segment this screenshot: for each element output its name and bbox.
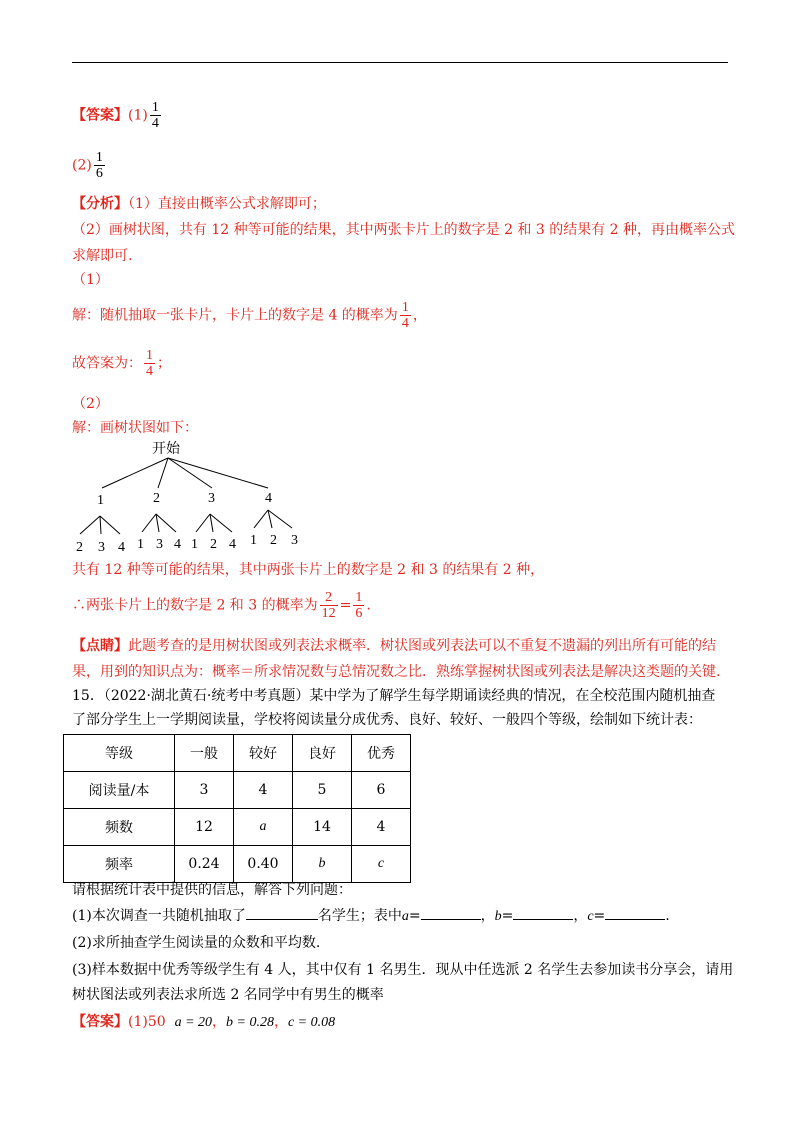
answer-15-c: c = 0.08 [287, 1015, 336, 1030]
question-3-line-1: (3)样本数据中优秀等级学生有 4 人，其中仅有 1 名男生．现从中任选派 2 名学生去参加读书分享会，请用 [72, 962, 734, 978]
tree-level1-branches [102, 458, 268, 488]
answer-line-2 [72, 150, 107, 181]
var-a: a [401, 909, 409, 924]
tree-leaf: 3 [98, 540, 105, 555]
table-cell: 6 [352, 772, 411, 809]
tree-root-label: 开始 [152, 441, 180, 457]
tree-leaf: 1 [250, 533, 257, 548]
table-cell: 良好 [293, 735, 352, 772]
tree-leaf: 3 [156, 537, 163, 552]
answer-15-a: a = 20 [174, 1015, 213, 1030]
analysis-tag: 【分析】 [72, 196, 128, 212]
answer-15-value-1: (1)50 [128, 1014, 166, 1030]
solution-1-label: （1） [72, 272, 109, 288]
conclusion-fraction-2 [353, 590, 364, 621]
solution-2-label: （2） [72, 396, 109, 412]
equals-sign: = [408, 908, 421, 924]
analysis-line-2: （2）画树状图，共有 12 种等可能的结果，其中两张卡片上的数字是 2 和 3 的结果有 2 种，再由概率公式 [72, 222, 736, 238]
table-cell: 频数 [64, 809, 175, 846]
tree-leaf: 1 [137, 537, 144, 552]
comment-tag: 【点睛】 [72, 638, 128, 654]
fraction-numerator: 1 [401, 300, 409, 315]
table-row [64, 735, 411, 772]
tree-node-1: 1 [97, 493, 104, 508]
solution-1-answer-tail: ； [157, 355, 171, 372]
answer-2-prefix: (2) [72, 157, 92, 174]
equals-sign: = [501, 908, 514, 924]
header-rule [72, 62, 728, 63]
solution-2-intro: 解：画树状图如下： [72, 420, 198, 436]
table-cell: 12 [175, 809, 234, 846]
question-2: (2)求所抽查学生阅读量的众数和平均数. [72, 935, 321, 951]
var-b: b [494, 909, 502, 924]
table-cell: 优秀 [352, 735, 411, 772]
table-cell: 较好 [234, 735, 293, 772]
conclusion-equals: = [339, 597, 352, 614]
answer-tag: 【答案】 [72, 107, 128, 124]
table-cell: c [352, 846, 411, 883]
table-cell: 5 [293, 772, 352, 809]
comment-line-1 [72, 636, 716, 656]
answer-line-1 [72, 100, 163, 131]
conclusion-text: ∴两张卡片上的数字是 2 和 3 的概率为 [72, 597, 318, 614]
solution-1-fraction [400, 300, 411, 331]
comment-line-2: 果，用到的知识点为：概率＝所求情况数与总情况数之比．熟练掌握树状图或列表法是解决这类题的关键. [72, 664, 721, 680]
question-1 [72, 905, 670, 927]
question-3-line-2: 树状图法或列表法求所选 2 名同学中有男生的概率 [72, 987, 384, 1003]
blank-total [246, 905, 318, 920]
tree-leaf: 2 [270, 533, 277, 548]
table-cell: 4 [352, 809, 411, 846]
fraction-denominator: 6 [95, 166, 103, 181]
fraction-denominator: 6 [355, 606, 363, 621]
fraction-numerator: 1 [146, 348, 153, 363]
fraction-numerator: 1 [151, 100, 159, 115]
solution-1-text: 解：随机抽取一张卡片，卡片上的数字是 4 的概率为 [72, 307, 398, 324]
table-cell: 0.40 [234, 846, 293, 883]
separator: ， [212, 1014, 227, 1030]
question-1-mid: 名学生；表中 [317, 908, 402, 924]
table-row [64, 846, 411, 883]
tree-leaf: 4 [174, 537, 181, 552]
fraction-denominator: 4 [146, 364, 153, 379]
solution-1-answer-fraction [144, 348, 155, 379]
table-cell: 一般 [175, 735, 234, 772]
tree-level2-branches [80, 510, 292, 534]
fraction-numerator: 1 [95, 150, 103, 165]
separator: ， [573, 908, 588, 924]
answer-15-b: b = 0.28 [226, 1015, 274, 1030]
var-c: c [587, 909, 594, 924]
solution-1-tail: ， [412, 307, 427, 324]
answer-tag: 【答案】 [72, 1014, 128, 1030]
solution-1-line [72, 300, 427, 331]
table-row [64, 809, 411, 846]
conclusion-fraction-1 [320, 590, 338, 621]
table-cell: a [234, 809, 293, 846]
fraction-denominator: 4 [151, 116, 159, 131]
solution-2-conclusion [72, 590, 371, 621]
conclusion-tail: . [366, 597, 371, 614]
table-cell: 14 [293, 809, 352, 846]
question-15-line-1: 15．（2022·湖北黄石·统考中考真题）某中学为了解学生每学期诵读经典的情况，在全校范围内随机抽查 [72, 688, 716, 704]
table-cell: 等级 [64, 735, 175, 772]
tree-leaf: 4 [229, 537, 236, 552]
fraction-denominator: 12 [321, 606, 336, 621]
tree-node-4: 4 [265, 491, 272, 506]
answer-1-prefix: (1) [128, 107, 148, 124]
fraction-numerator: 2 [325, 590, 333, 605]
tree-diagram [60, 438, 320, 558]
question-1-pre: (1)本次调查一共随机抽取了 [72, 908, 246, 924]
tree-leaf: 4 [118, 540, 125, 555]
comment-text-1: 此题考查的是用树状图或列表法求概率．树状图或列表法可以不重复不遗漏的列出所有可能的结 [128, 638, 716, 654]
blank-c [605, 905, 665, 920]
answer-15-line [72, 1012, 335, 1033]
separator: ， [480, 908, 495, 924]
tree-node-2: 2 [153, 491, 160, 506]
statistics-table [63, 734, 411, 883]
solution-1-answer-text: 故答案为： [72, 355, 142, 372]
separator: ， [273, 1014, 288, 1030]
answer-1-fraction [150, 100, 161, 131]
table-followup: 请根据统计表中提供的信息，解答下列问题： [72, 882, 352, 898]
solution-1-answer-line [72, 348, 171, 379]
question-15-line-2: 了部分学生上一学期阅读量，学校将阅读量分成优秀、良好、较好、一般四个等级，绘制如下统计表： [72, 712, 702, 728]
answer-2-fraction [94, 150, 105, 181]
table-cell: 3 [175, 772, 234, 809]
table-cell: 0.24 [175, 846, 234, 883]
analysis-line-3: 求解即可. [72, 248, 133, 264]
fraction-denominator: 4 [401, 316, 409, 331]
tree-leaf: 2 [76, 540, 83, 555]
table-cell: 阅读量/本 [64, 772, 175, 809]
table-row [64, 772, 411, 809]
analysis-text-1: （1）直接由概率公式求解即可； [128, 196, 326, 212]
table-cell: b [293, 846, 352, 883]
analysis-line-1 [72, 194, 326, 214]
tree-leaf: 1 [191, 537, 198, 552]
blank-b [513, 905, 573, 920]
blank-a [421, 905, 481, 920]
table-cell: 频率 [64, 846, 175, 883]
end-mark: . [665, 908, 670, 924]
equals-sign: = [593, 908, 606, 924]
tree-leaf: 3 [291, 533, 298, 548]
fraction-numerator: 1 [355, 590, 363, 605]
tree-node-3: 3 [208, 491, 215, 506]
table-cell: 4 [234, 772, 293, 809]
tree-leaf: 2 [210, 537, 217, 552]
solution-2-result: 共有 12 种等可能的结果，其中两张卡片上的数字是 2 和 3 的结果有 2 种， [72, 562, 545, 578]
